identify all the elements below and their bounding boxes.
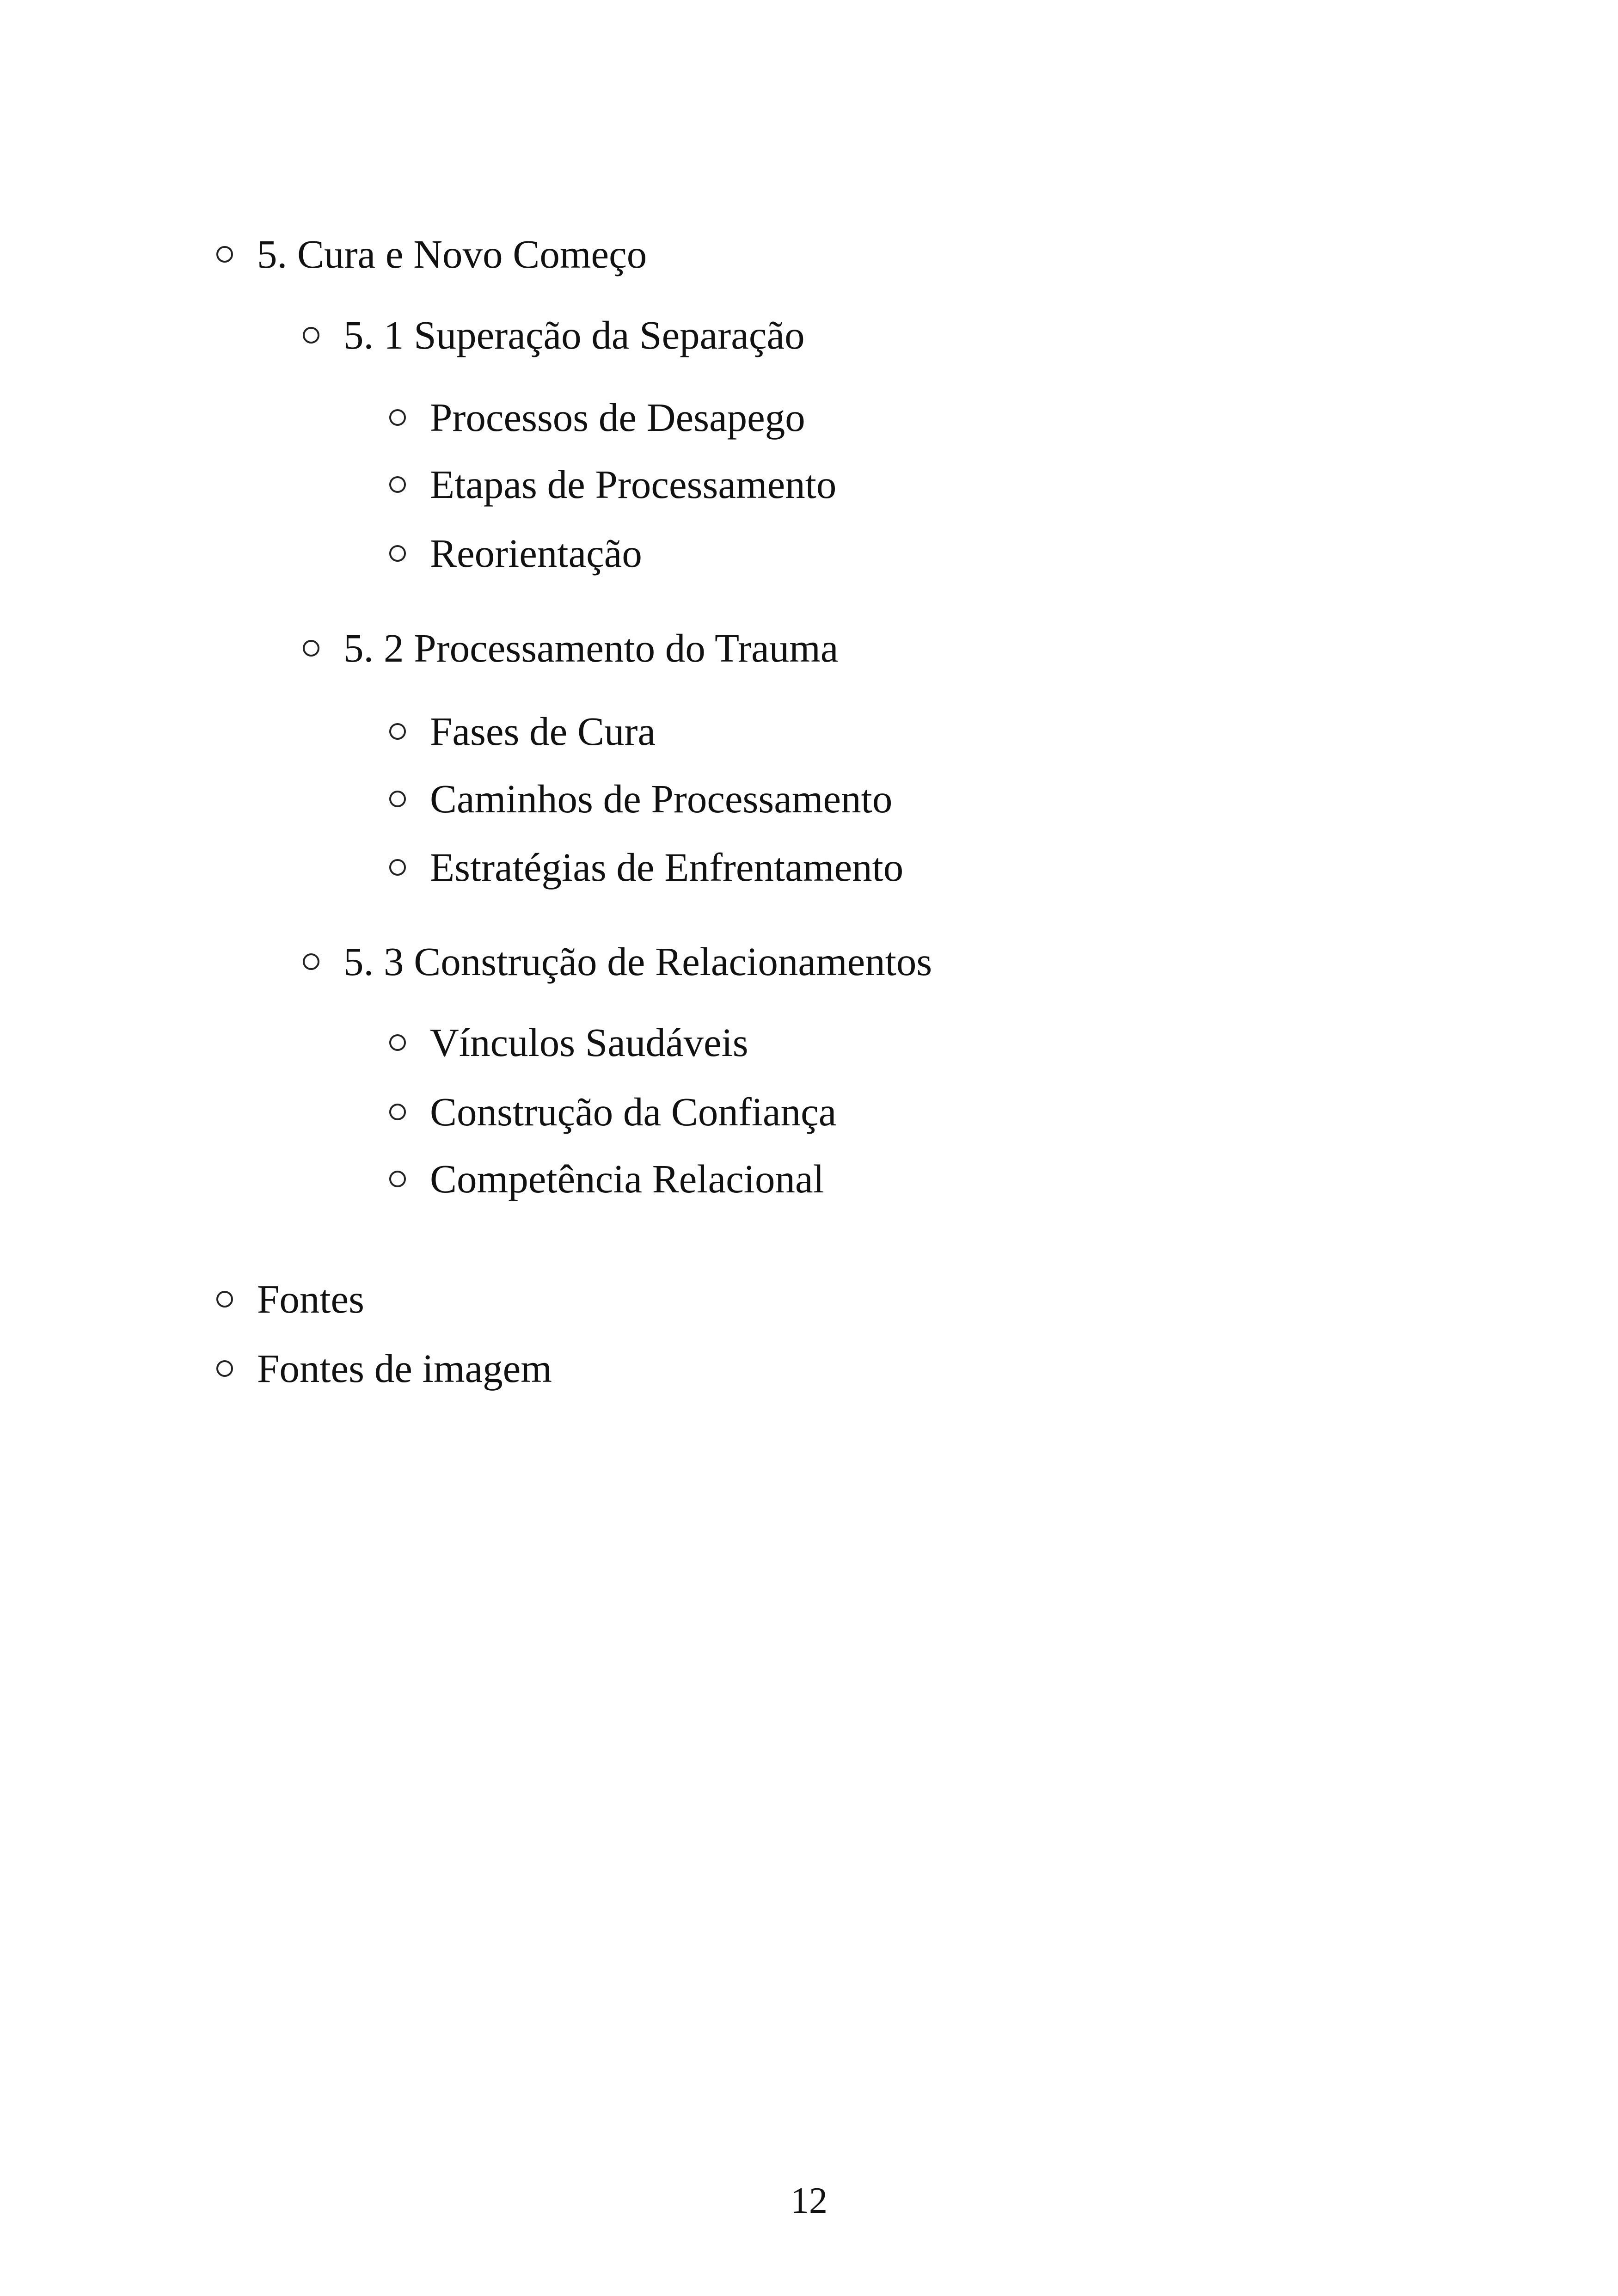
toc-item-etapas-processamento[interactable] xyxy=(389,459,836,510)
toc-item-vinculos-saudaveis[interactable] xyxy=(389,1017,748,1068)
toc-item-estrategias-enfrentamento[interactable] xyxy=(389,842,903,893)
hollow-bullet-icon xyxy=(303,327,319,344)
hollow-bullet-icon xyxy=(303,953,319,970)
toc-item-construcao-relacionamentos[interactable] xyxy=(303,936,932,987)
hollow-bullet-icon xyxy=(389,545,406,562)
toc-item-label: 5. 3 Construção de Relacionamentos xyxy=(343,939,932,984)
toc-item-label: Caminhos de Processamento xyxy=(430,776,893,821)
hollow-bullet-icon xyxy=(389,476,406,493)
toc-item-label: Construção da Confiança xyxy=(430,1089,837,1134)
page-number: 12 xyxy=(791,2180,827,2221)
hollow-bullet-icon xyxy=(389,409,406,426)
toc-item-cura-novo-comeco[interactable] xyxy=(216,229,647,280)
hollow-bullet-icon xyxy=(389,791,406,807)
toc-item-reorientacao[interactable] xyxy=(389,528,642,579)
hollow-bullet-icon xyxy=(303,640,319,657)
toc-item-label: Vínculos Saudáveis xyxy=(430,1020,748,1065)
toc-item-fontes-imagem[interactable] xyxy=(216,1343,552,1394)
toc-item-processamento-trauma[interactable] xyxy=(303,623,839,674)
toc-item-caminhos-processamento[interactable] xyxy=(389,774,892,824)
toc-item-label: Fontes xyxy=(257,1277,365,1321)
toc-item-label: 5. 1 Superação da Separação xyxy=(343,313,805,357)
hollow-bullet-icon xyxy=(389,859,406,876)
toc-item-superacao-separacao[interactable] xyxy=(303,310,805,361)
toc-item-fases-cura[interactable] xyxy=(389,706,656,757)
toc-item-label: Processos de Desapego xyxy=(430,395,805,440)
hollow-bullet-icon xyxy=(389,1104,406,1120)
toc-item-label: Fontes de imagem xyxy=(257,1346,552,1391)
hollow-bullet-icon xyxy=(389,1171,406,1187)
toc-item-label: Fases de Cura xyxy=(430,709,656,754)
toc-item-competencia-relacional[interactable] xyxy=(389,1154,824,1204)
hollow-bullet-icon xyxy=(389,1034,406,1051)
hollow-bullet-icon xyxy=(216,1360,233,1377)
toc-item-label: 5. 2 Processamento do Trauma xyxy=(343,626,839,670)
hollow-bullet-icon xyxy=(216,246,233,263)
toc-item-label: Competência Relacional xyxy=(430,1156,824,1201)
hollow-bullet-icon xyxy=(389,723,406,740)
toc-item-label: 5. Cura e Novo Começo xyxy=(257,232,647,276)
toc-item-label: Etapas de Processamento xyxy=(430,462,837,507)
toc-item-label: Reorientação xyxy=(430,531,642,576)
toc-item-processos-desapego[interactable] xyxy=(389,392,805,443)
hollow-bullet-icon xyxy=(216,1291,233,1308)
toc-item-label: Estratégias de Enfrentamento xyxy=(430,845,904,890)
toc-item-fontes[interactable] xyxy=(216,1274,364,1325)
toc-item-construcao-confianca[interactable] xyxy=(389,1087,836,1137)
